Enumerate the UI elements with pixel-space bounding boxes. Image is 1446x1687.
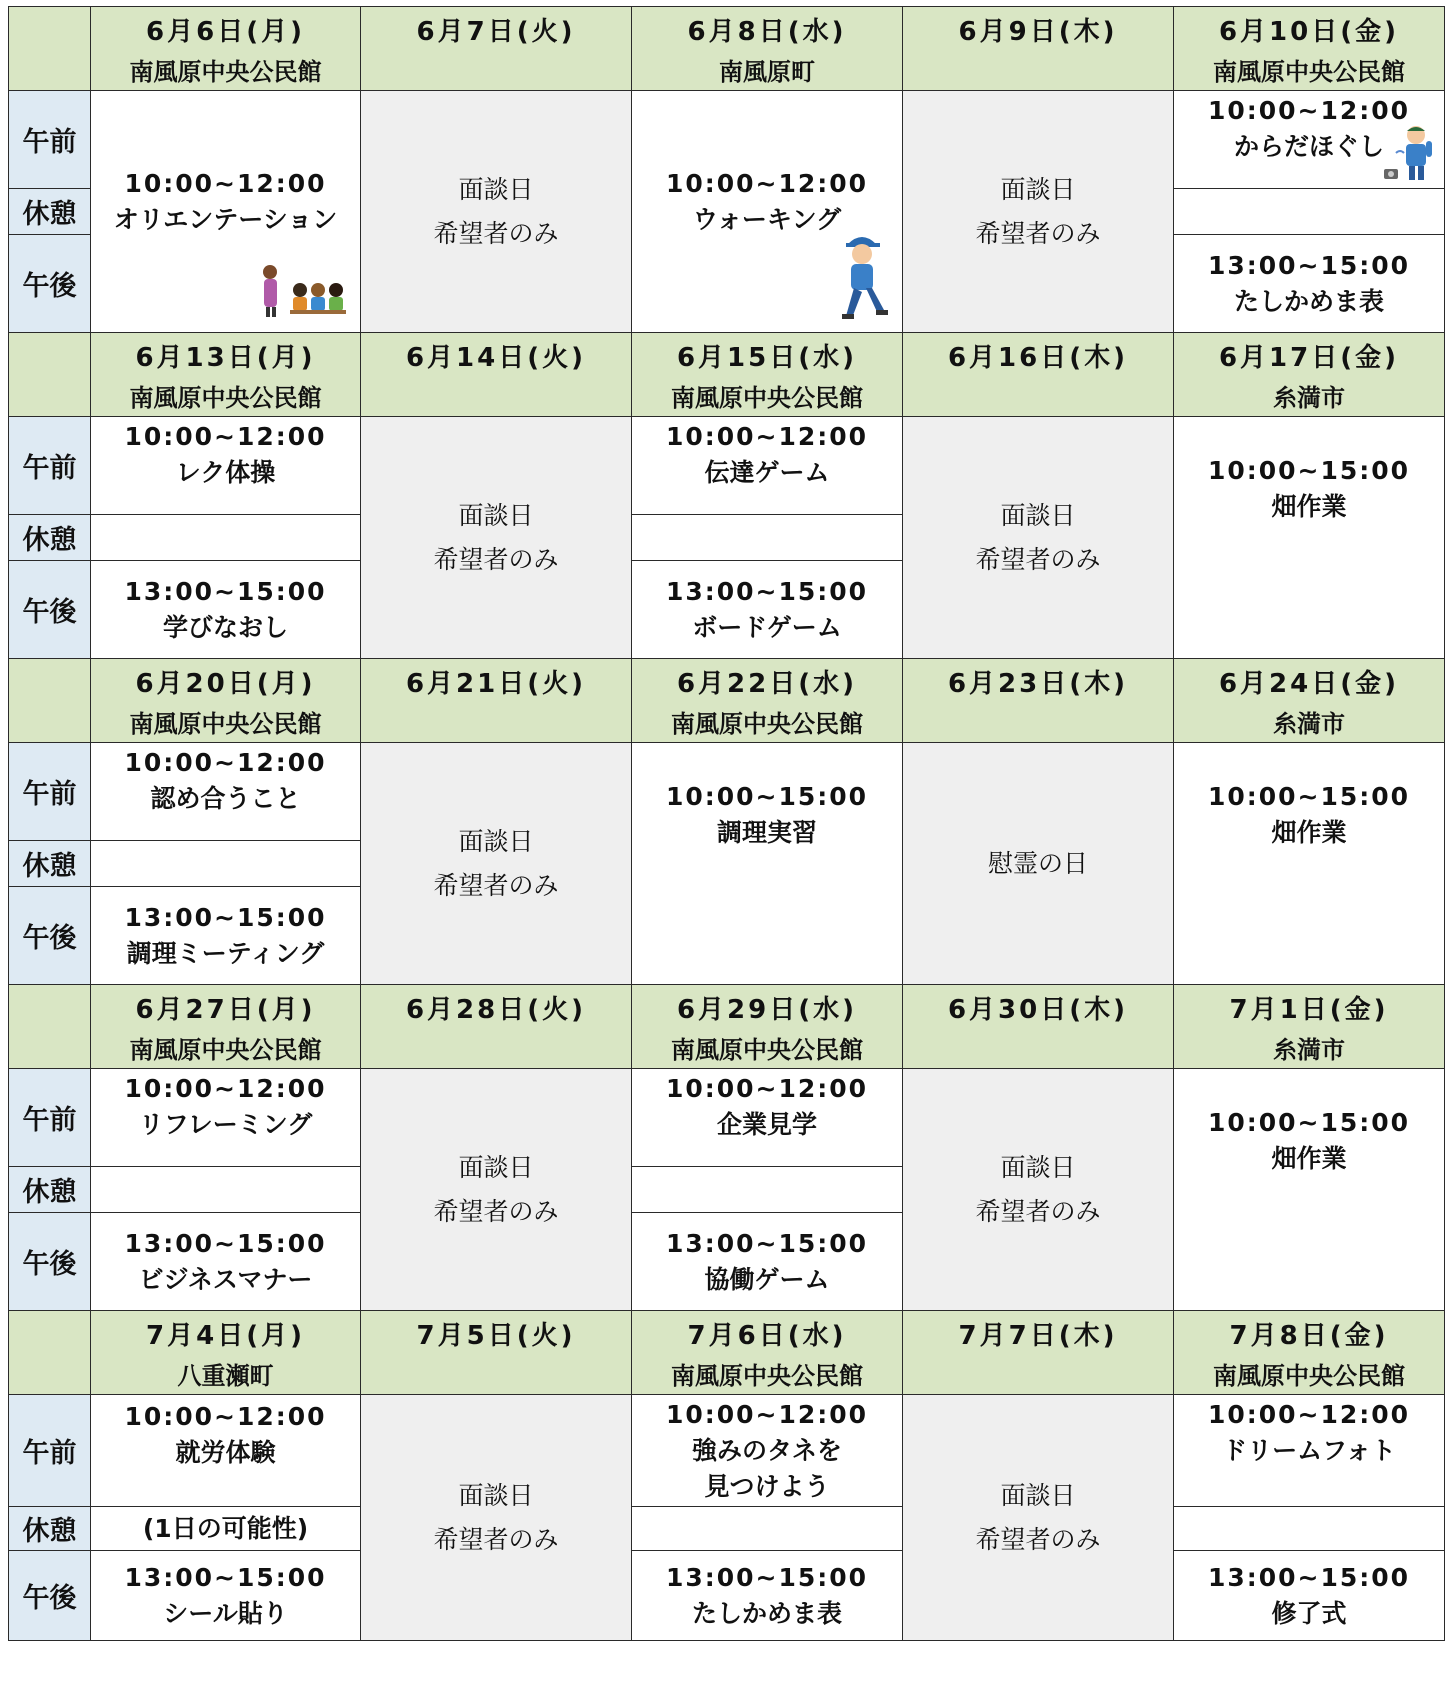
session-cell-am: [632, 1069, 903, 1167]
day-header: [361, 7, 632, 91]
interview-cell: [361, 1395, 632, 1641]
day-date: 6月8日(水): [687, 17, 847, 47]
interview-cell: [361, 743, 632, 985]
day-date: 6月22日(水): [676, 669, 858, 699]
day-date: 6月30日(木): [947, 995, 1129, 1025]
session-time: 10:00~12:00: [665, 1400, 869, 1429]
session-time: 10:00~12:00: [1207, 1400, 1411, 1429]
session-time: 13:00~15:00: [665, 576, 869, 606]
session-time: 10:00~12:00: [124, 422, 327, 451]
day-date: 6月17日(金): [1218, 343, 1400, 373]
session-cell-pm: [91, 887, 361, 985]
day-date: 6月15日(水): [676, 343, 858, 373]
interview-line1: 面談日: [458, 826, 534, 856]
session-cell-pm: [91, 1213, 361, 1311]
day-place: 南風原中央公民館: [129, 58, 322, 86]
session-time: 10:00~12:00: [124, 1402, 327, 1431]
session-cell-pm: [632, 561, 903, 659]
interview-line1: 面談日: [1000, 500, 1076, 530]
day-date: 6月16日(木): [947, 343, 1129, 373]
day-date: 7月6日(水): [687, 1321, 847, 1351]
break-cell: [632, 515, 903, 561]
session-time: 10:00~12:00: [124, 168, 327, 198]
day-date: 7月5日(火): [416, 1321, 576, 1351]
session-cell: [91, 91, 361, 333]
break-label: 休憩: [9, 1507, 91, 1551]
week5-header-row: [9, 1311, 1445, 1395]
session-activity: 就労体験: [175, 1438, 276, 1467]
interview-line2: 希望者のみ: [433, 218, 559, 248]
day-place: 南風原中央公民館: [671, 710, 863, 738]
session-cell-pm: [1174, 235, 1445, 333]
session-activity: からだほぐし: [1233, 132, 1384, 161]
session-activity: レク体操: [175, 458, 276, 487]
holiday-text: 慰霊の日: [987, 848, 1088, 878]
session-time: 10:00~15:00: [1207, 782, 1411, 811]
day-place: 南風原中央公民館: [129, 384, 322, 412]
session-time: 13:00~15:00: [1207, 250, 1411, 280]
day-header: [903, 7, 1174, 91]
week5-am-row: [9, 1395, 1445, 1507]
day-date: 6月20日(月): [135, 669, 316, 699]
day-place: 南風原中央公民館: [1213, 1362, 1405, 1390]
am-label: 午前: [9, 743, 91, 841]
session-cell-pm: [632, 1551, 903, 1641]
session-activity: 畑作業: [1271, 1144, 1347, 1173]
day-place: 南風原中央公民館: [671, 384, 863, 412]
session-cell-am: [632, 1395, 903, 1507]
week2-header-row: [9, 333, 1445, 417]
week3-header-row: [9, 659, 1445, 743]
session-time: 13:00~15:00: [1207, 1562, 1411, 1592]
day-header: [361, 1311, 632, 1395]
break-note: (1日の可能性): [142, 1513, 309, 1543]
week1-header-row: [9, 7, 1445, 91]
break-label: 休憩: [9, 515, 91, 561]
session-activity: 畑作業: [1271, 492, 1347, 521]
session-cell-pm: [91, 1551, 361, 1641]
session-time: 10:00~12:00: [124, 748, 327, 777]
day-place: 南風原中央公民館: [129, 1036, 322, 1064]
session-time: 10:00~12:00: [665, 1074, 869, 1103]
break-cell: [1174, 1507, 1445, 1551]
day-header: [1174, 985, 1445, 1069]
day-date: 6月29日(水): [676, 995, 858, 1025]
week3-am-row: [9, 743, 1445, 841]
session-activity: たしかめま表: [691, 1598, 842, 1628]
week1-am-row: [9, 91, 1445, 189]
session-cell: [1174, 417, 1445, 659]
session-time: 10:00~12:00: [665, 168, 869, 198]
day-header: [361, 333, 632, 417]
interview-cell: [903, 1395, 1174, 1641]
session-activity: 企業見学: [716, 1110, 817, 1139]
session-activity: 修了式: [1271, 1598, 1347, 1628]
session-time: 13:00~15:00: [665, 1228, 869, 1258]
day-date: 6月21日(火): [405, 669, 587, 699]
day-place: 南風原中央公民館: [1213, 58, 1405, 86]
session-cell: [632, 743, 903, 985]
interview-cell: [361, 417, 632, 659]
interview-line1: 面談日: [458, 1152, 534, 1182]
break-cell: [1174, 189, 1445, 235]
interview-line2: 希望者のみ: [433, 1196, 559, 1226]
week4-am-row: [9, 1069, 1445, 1167]
interview-cell: [903, 91, 1174, 333]
interview-line2: 希望者のみ: [975, 544, 1101, 574]
pm-label: 午後: [9, 235, 91, 333]
session-activity: ドリームフォト: [1222, 1436, 1396, 1465]
day-place: 南風原中央公民館: [671, 1362, 863, 1390]
week5-break-row: [9, 1507, 1445, 1551]
interview-line2: 希望者のみ: [433, 544, 559, 574]
interview-line1: 面談日: [458, 174, 534, 204]
session-cell-am: [1174, 91, 1445, 189]
day-date: 6月7日(火): [416, 17, 576, 47]
day-place: 八重瀬町: [177, 1362, 274, 1390]
header-corner: [9, 333, 91, 417]
schedule-table: [8, 6, 1445, 1641]
day-header: [1174, 659, 1445, 743]
session-activity: リフレーミング: [138, 1110, 313, 1139]
day-place: 南風原中央公民館: [671, 1036, 863, 1064]
day-header: [632, 985, 903, 1069]
day-date: 6月6日(月): [146, 17, 305, 47]
day-place: 南風原中央公民館: [129, 710, 322, 738]
break-cell: [91, 1167, 361, 1213]
session-time: 10:00~12:00: [665, 422, 869, 451]
break-label: 休憩: [9, 189, 91, 235]
session-activity: ボードゲーム: [692, 612, 842, 642]
session-cell-am: [91, 743, 361, 841]
session-activity: 見つけよう: [704, 1472, 830, 1501]
walking-person-icon: [836, 230, 888, 322]
exercise-person-icon: [1382, 123, 1436, 183]
holiday-cell: [903, 743, 1174, 985]
day-header: [91, 1311, 361, 1395]
break-cell: [91, 515, 361, 561]
session-cell: [632, 91, 903, 333]
day-header: [1174, 333, 1445, 417]
interview-line2: 希望者のみ: [433, 1524, 559, 1554]
day-date: 6月23日(木): [947, 669, 1129, 699]
header-corner: [9, 985, 91, 1069]
pm-label: 午後: [9, 1213, 91, 1311]
day-date: 6月24日(金): [1218, 669, 1400, 699]
day-header: [91, 7, 361, 91]
day-date: 6月9日(木): [958, 17, 1118, 47]
session-cell-pm: [91, 561, 361, 659]
day-place: 糸満市: [1273, 1036, 1345, 1064]
day-header: [361, 659, 632, 743]
day-date: 6月13日(月): [135, 343, 316, 373]
break-cell: [91, 1507, 361, 1551]
interview-line1: 面談日: [458, 1480, 534, 1510]
session-cell-pm: [1174, 1551, 1445, 1641]
day-date: 7月1日(金): [1229, 995, 1389, 1025]
interview-cell: [361, 1069, 632, 1311]
session-activity: 畑作業: [1271, 818, 1347, 847]
interview-cell: [361, 91, 632, 333]
interview-line2: 希望者のみ: [975, 218, 1101, 248]
day-date: 6月28日(火): [405, 995, 587, 1025]
interview-line1: 面談日: [1000, 1480, 1076, 1510]
session-activity: ウォーキング: [692, 204, 842, 234]
day-place: 糸満市: [1273, 384, 1345, 412]
day-date: 7月7日(木): [958, 1321, 1118, 1351]
day-header: [361, 985, 632, 1069]
session-activity: ビジネスマナー: [138, 1264, 313, 1294]
session-cell-am: [91, 1069, 361, 1167]
break-cell: [632, 1167, 903, 1213]
week2-am-row: [9, 417, 1445, 515]
day-place: 糸満市: [1273, 710, 1345, 738]
session-time: 10:00~12:00: [1207, 96, 1411, 125]
day-header: [903, 985, 1174, 1069]
session-cell: [1174, 1069, 1445, 1311]
day-header: [632, 7, 903, 91]
session-activity: 学びなおし: [162, 612, 288, 642]
session-cell-am: [1174, 1395, 1445, 1507]
session-activity: 調理実習: [716, 818, 817, 847]
session-time: 13:00~15:00: [124, 1562, 327, 1592]
break-label: 休憩: [9, 841, 91, 887]
pm-label: 午後: [9, 561, 91, 659]
break-label: 休憩: [9, 1167, 91, 1213]
pm-label: 午後: [9, 1551, 91, 1641]
pm-label: 午後: [9, 887, 91, 985]
session-time: 10:00~15:00: [1207, 1108, 1411, 1137]
interview-line1: 面談日: [1000, 174, 1076, 204]
day-date: 7月4日(月): [146, 1321, 305, 1351]
day-header: [91, 985, 361, 1069]
break-cell: [91, 841, 361, 887]
am-label: 午前: [9, 91, 91, 189]
day-date: 6月27日(月): [135, 995, 316, 1025]
session-activity: 調理ミーティング: [126, 938, 325, 968]
session-activity: 伝達ゲーム: [704, 458, 830, 487]
day-date: 7月8日(金): [1229, 1321, 1389, 1351]
header-corner: [9, 7, 91, 91]
week4-header-row: [9, 985, 1445, 1069]
interview-line2: 希望者のみ: [433, 870, 559, 900]
am-label: 午前: [9, 417, 91, 515]
session-time: 13:00~15:00: [124, 576, 327, 606]
session-cell-am: [632, 417, 903, 515]
session-time: 13:00~15:00: [124, 1228, 327, 1258]
interview-cell: [903, 1069, 1174, 1311]
day-place: 南風原町: [719, 58, 815, 86]
session-activity: 強みのタネを: [691, 1436, 842, 1465]
header-corner: [9, 659, 91, 743]
break-cell: [632, 1507, 903, 1551]
session-time: 13:00~15:00: [665, 1562, 869, 1592]
session-activity: シール貼り: [163, 1598, 288, 1628]
interview-cell: [903, 417, 1174, 659]
classroom-illustration-icon: [258, 260, 348, 320]
session-time: 10:00~15:00: [1207, 456, 1411, 485]
interview-line1: 面談日: [458, 500, 534, 530]
week5-pm-row: [9, 1551, 1445, 1641]
session-time: 10:00~15:00: [665, 782, 869, 811]
session-activity: たしかめま表: [1233, 286, 1384, 316]
session-cell-am: [91, 417, 361, 515]
session-activity: 協働ゲーム: [704, 1264, 830, 1294]
interview-line2: 希望者のみ: [975, 1524, 1101, 1554]
session-activity: 認め合うこと: [150, 784, 301, 813]
day-date: 6月14日(火): [405, 343, 587, 373]
session-cell: [1174, 743, 1445, 985]
interview-line1: 面談日: [1000, 1152, 1076, 1182]
day-date: 6月10日(金): [1218, 17, 1400, 47]
day-header: [1174, 7, 1445, 91]
session-cell-pm: [632, 1213, 903, 1311]
day-header: [903, 333, 1174, 417]
day-header: [91, 659, 361, 743]
interview-line2: 希望者のみ: [975, 1196, 1101, 1226]
am-label: 午前: [9, 1395, 91, 1507]
day-header: [903, 659, 1174, 743]
am-label: 午前: [9, 1069, 91, 1167]
day-header: [91, 333, 361, 417]
header-corner: [9, 1311, 91, 1395]
session-time: 10:00~12:00: [124, 1074, 327, 1103]
session-activity: オリエンテーション: [113, 204, 338, 234]
day-header: [903, 1311, 1174, 1395]
day-header: [632, 659, 903, 743]
day-header: [1174, 1311, 1445, 1395]
session-time: 13:00~15:00: [124, 902, 327, 932]
day-header: [632, 333, 903, 417]
day-header: [632, 1311, 903, 1395]
session-cell-am: [91, 1395, 361, 1507]
